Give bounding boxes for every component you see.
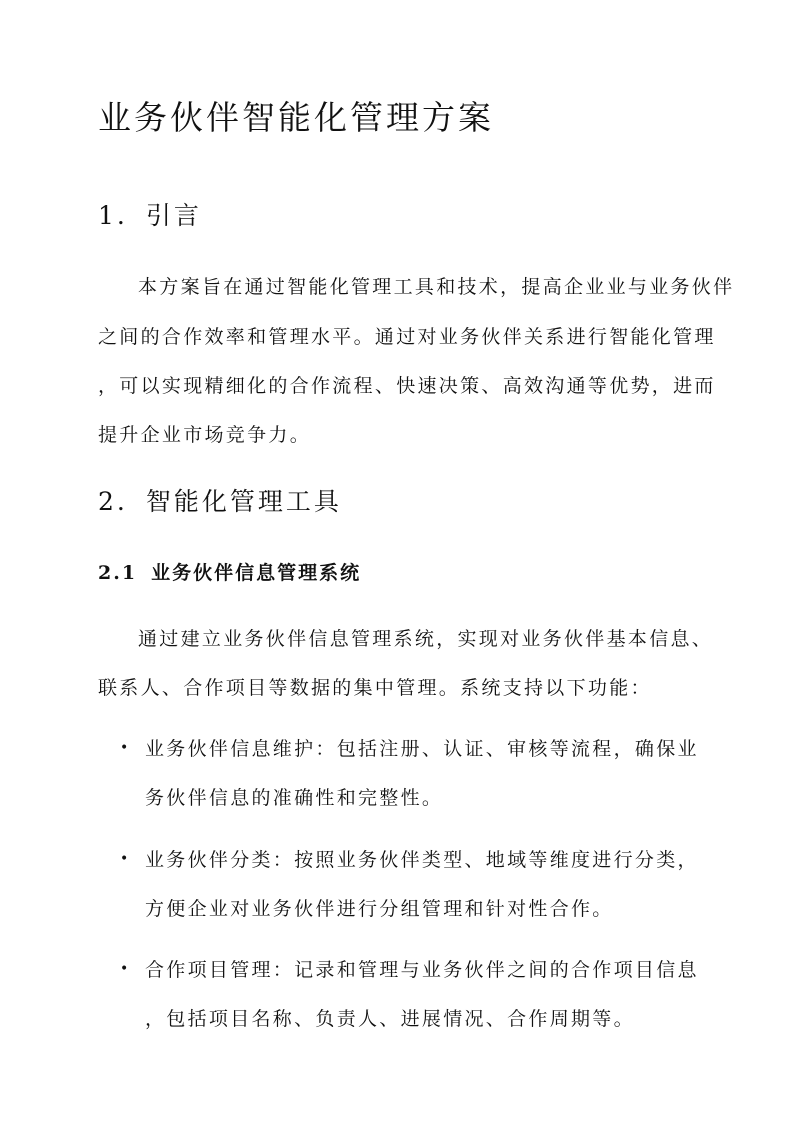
intro-paragraph-line: 提升企业市场竞争力。 <box>98 424 312 446</box>
section-heading-introduction <box>98 196 202 232</box>
subsection-number: 2.1 <box>98 562 138 584</box>
section-title: 引言 <box>145 201 202 230</box>
subsection-paragraph-line: 联系人、合作项目等数据的集中管理。系统支持以下功能： <box>98 677 652 699</box>
bullet-item-line: 方便企业对业务伙伴进行分组管理和针对性合作。 <box>145 898 614 920</box>
bullet-marker: • <box>120 961 129 977</box>
bullet-item-line: ，包括项目名称、负责人、进展情况、合作周期等。 <box>145 1008 635 1030</box>
bullet-marker: • <box>120 740 129 756</box>
subsection-paragraph-line: 通过建立业务伙伴信息管理系统，实现对业务伙伴基本信息、 <box>138 628 714 650</box>
bullet-item-line: 合作项目管理：记录和管理与业务伙伴之间的合作项目信息 <box>145 959 699 981</box>
intro-paragraph-line: ，可以实现精细化的合作流程、快速决策、高效沟通等优势，进而 <box>98 375 716 397</box>
subsection-heading <box>98 558 361 585</box>
section-heading-tools <box>98 482 342 518</box>
intro-paragraph-line: 之间的合作效率和管理水平。通过对业务伙伴关系进行智能化管理 <box>98 326 716 348</box>
section-number: 1. <box>98 201 128 230</box>
section-number: 2. <box>98 487 128 516</box>
document-title: 业务伙伴智能化管理方案 <box>98 98 494 137</box>
section-title: 智能化管理工具 <box>145 487 342 516</box>
bullet-marker: • <box>120 851 129 867</box>
bullet-item-line: 业务伙伴分类：按照业务伙伴类型、地域等维度进行分类， <box>145 849 699 871</box>
intro-paragraph-line: 本方案旨在通过智能化管理工具和技术，提高企业业与业务伙伴 <box>138 276 735 298</box>
bullet-item-line: 业务伙伴信息维护：包括注册、认证、审核等流程，确保业 <box>145 738 699 760</box>
subsection-title: 业务伙伴信息管理系统 <box>151 562 362 584</box>
bullet-item-line: 务伙伴信息的准确性和完整性。 <box>145 787 444 809</box>
